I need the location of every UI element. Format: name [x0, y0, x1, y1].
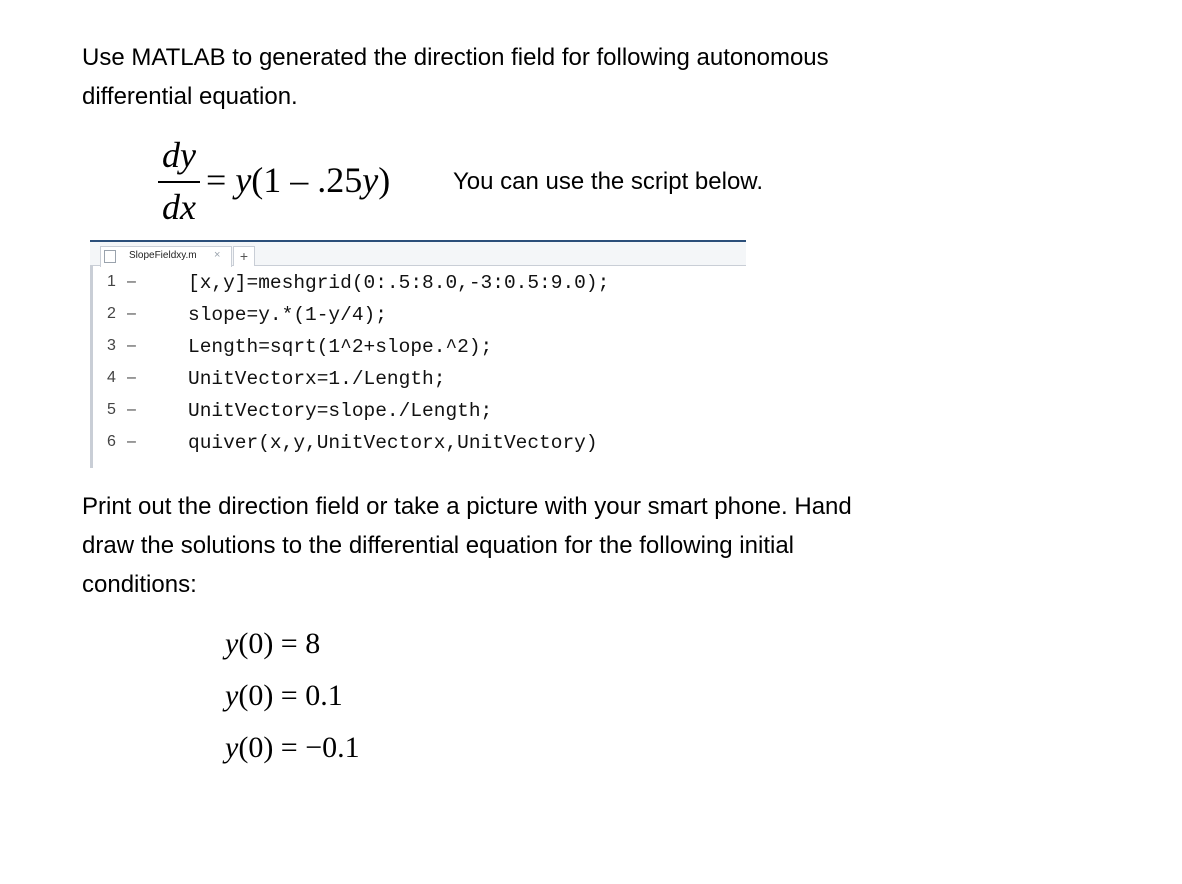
- line-number: 3: [107, 337, 116, 354]
- code-line: [82, 301, 746, 333]
- equation-right-side: = y(1 – .25y): [206, 160, 391, 200]
- condition-var: y: [225, 679, 239, 712]
- code-text: UnitVectory=slope./Length;: [188, 400, 493, 422]
- breakpoint-marker[interactable]: –: [127, 369, 136, 386]
- editor-file-tab-label: SlopeFieldxy.m: [129, 250, 197, 261]
- intro-paragraph: [82, 38, 982, 116]
- instructions-line-2: draw the solutions to the differential equation for the following initial: [82, 532, 794, 559]
- file-icon: [104, 250, 116, 263]
- code-text: [x,y]=meshgrid(0:.5:8.0,-3:0.5:9.0);: [188, 272, 610, 294]
- breakpoint-marker[interactable]: –: [127, 305, 136, 322]
- editor-code-area[interactable]: [82, 269, 746, 461]
- line-number: 1: [107, 273, 116, 290]
- condition-var: y: [225, 627, 239, 660]
- instructions-paragraph: [82, 487, 1002, 604]
- editor-tab-strip: [90, 242, 746, 266]
- code-text: Length=sqrt(1^2+slope.^2);: [188, 336, 493, 358]
- initial-condition: [225, 722, 360, 774]
- equation-factor: (1 – .25: [251, 160, 363, 200]
- intro-line-1: Use MATLAB to generated the direction field for following autonomous: [82, 44, 829, 71]
- breakpoint-marker[interactable]: –: [127, 273, 136, 290]
- initial-conditions: [225, 618, 360, 774]
- instructions-line-1: Print out the direction field or take a picture with your smart phone. Hand: [82, 493, 852, 520]
- condition-var: y: [225, 731, 239, 764]
- code-line: [82, 397, 746, 429]
- equation-var-y: y: [235, 160, 252, 200]
- initial-condition: [225, 618, 360, 670]
- fraction-numerator: dy: [162, 135, 196, 175]
- code-text: UnitVectorx=1./Length;: [188, 368, 446, 390]
- editor-file-tab[interactable]: [100, 246, 232, 267]
- line-number: 4: [107, 369, 116, 386]
- instructions-line-3: conditions:: [82, 571, 197, 598]
- condition-value: (0) = 8: [238, 627, 321, 660]
- equation-close-paren: ): [378, 160, 391, 200]
- code-line: [82, 365, 746, 397]
- fraction-denominator: dx: [162, 187, 196, 227]
- equation-note: You can use the script below.: [453, 168, 763, 195]
- add-tab-button[interactable]: +: [233, 246, 255, 266]
- breakpoint-marker[interactable]: –: [127, 433, 136, 450]
- line-number: 6: [107, 433, 116, 450]
- code-line: [82, 429, 746, 461]
- breakpoint-marker[interactable]: –: [127, 337, 136, 354]
- line-number: 5: [107, 401, 116, 418]
- condition-value: (0) = −0.1: [238, 731, 360, 764]
- equation-var-y-2: y: [362, 160, 379, 200]
- code-line: [82, 269, 746, 301]
- fraction-bar: [158, 181, 200, 183]
- intro-line-2: differential equation.: [82, 83, 298, 110]
- initial-condition: [225, 670, 360, 722]
- close-icon[interactable]: ×: [214, 249, 221, 261]
- breakpoint-marker[interactable]: –: [127, 401, 136, 418]
- condition-value: (0) = 0.1: [238, 679, 343, 712]
- code-line: [82, 333, 746, 365]
- line-number: 2: [107, 305, 116, 322]
- code-text: quiver(x,y,UnitVectorx,UnitVectory): [188, 432, 598, 454]
- code-text: slope=y.*(1-y/4);: [188, 304, 387, 326]
- matlab-editor: [82, 240, 746, 468]
